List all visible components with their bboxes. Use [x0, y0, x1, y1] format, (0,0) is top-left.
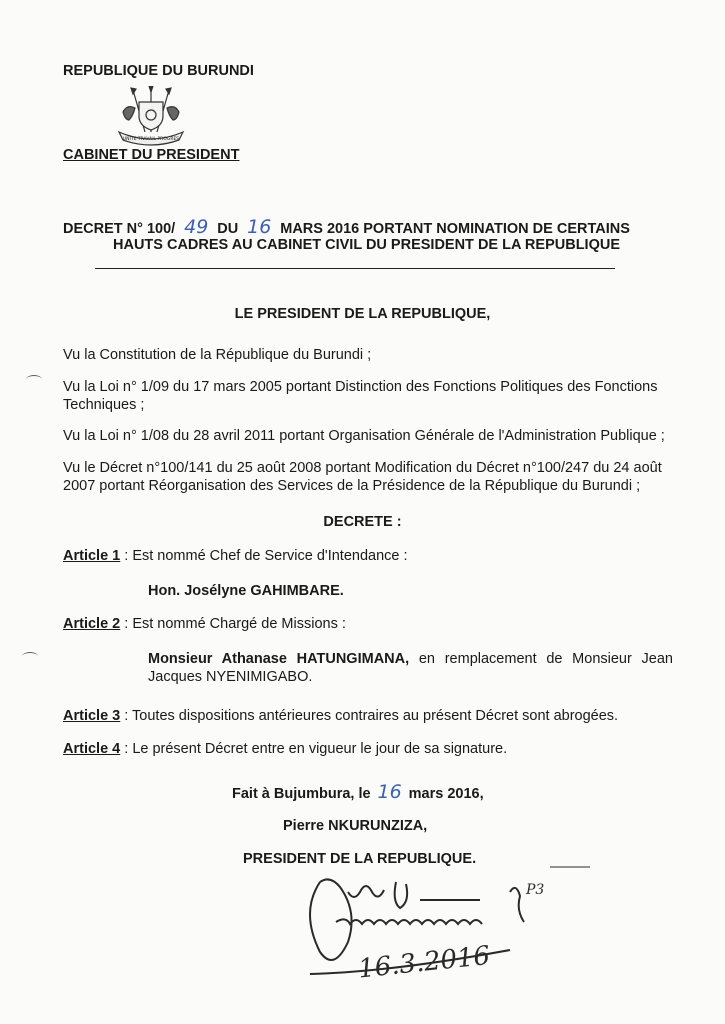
signatory-role: PRESIDENT DE LA REPUBLIQUE. — [243, 851, 477, 867]
fait-day-handwritten: 16 — [377, 781, 402, 803]
svg-text:UNITE TRAVAIL PROGRES: UNITE TRAVAIL PROGRES — [122, 137, 180, 142]
article-label: Article 1 — [63, 548, 121, 564]
president-heading: LE PRESIDENT DE LA REPUBLIQUE, — [234, 306, 491, 322]
signature-mark: P3 — [526, 882, 545, 898]
signature-date-handwritten: 16.3.2016 — [356, 940, 492, 985]
article-2-nominee-rest: en remplacement de Monsieur Jean Jacques NYENIMIGABO. — [148, 651, 673, 685]
vu-decret-2008: Vu le Décret n°100/141 du 25 août 2008 portant Modification du Décret n°100/247 du 24 août 2007 portant Réorganisation des Services de la Présidence de la République du Burundi ; — [63, 460, 662, 494]
cabinet-heading: CABINET DU PRESIDENT — [63, 147, 240, 163]
decree-du: DU — [217, 221, 239, 237]
article-text: : Toutes dispositions antérieures contraires au présent Décret sont abrogées. — [120, 708, 619, 724]
article-1 — [63, 547, 408, 565]
vu-constitution: Vu la Constitution de la République du Burundi ; — [63, 347, 372, 363]
republic-heading: REPUBLIQUE DU BURUNDI — [63, 63, 254, 79]
article-label: Article 2 — [63, 616, 121, 632]
decree-title-line2: HAUTS CADRES AU CABINET CIVIL DU PRESIDENT DE LA REPUBLIQUE — [113, 237, 620, 253]
article-1-nominee: Hon. Josélyne GAHIMBARE. — [148, 583, 344, 599]
margin-mark — [22, 652, 38, 661]
fait-prefix: Fait à Bujumbura, le — [232, 786, 371, 802]
article-2 — [63, 615, 346, 633]
article-text: : Est nommé Chargé de Missions : — [120, 616, 346, 632]
article-2-nominee — [148, 650, 673, 686]
article-3 — [63, 707, 618, 725]
signatory-name: Pierre NKURUNZIZA, — [283, 818, 428, 834]
article-text: : Le présent Décret entre en vigueur le jour de sa signature. — [120, 741, 508, 757]
decree-title-line1 — [63, 218, 630, 238]
title-divider — [95, 268, 615, 269]
decrete-heading: DECRETE : — [323, 514, 402, 530]
signature-image — [300, 862, 590, 1002]
margin-mark — [26, 375, 42, 384]
article-label: Article 4 — [63, 741, 121, 757]
decree-day-handwritten: 16 — [247, 216, 272, 238]
article-label: Article 3 — [63, 708, 121, 724]
article-2-nominee-name: Monsieur Athanase HATUNGIMANA, — [148, 651, 410, 667]
decree-title-rest: MARS 2016 PORTANT NOMINATION DE CERTAINS — [280, 221, 630, 237]
vu-loi-2011: Vu la Loi n° 1/08 du 28 avril 2011 portant Organisation Générale de l'Administration Publique ; — [63, 428, 665, 444]
article-text: : Est nommé Chef de Service d'Intendance : — [120, 548, 408, 564]
decree-number-handwritten: 49 — [184, 216, 209, 238]
vu-loi-2005: Vu la Loi n° 1/09 du 17 mars 2005 portant Distinction des Fonctions Politiques des Fonctions Techniques ; — [63, 379, 658, 413]
fait-a-line — [232, 783, 484, 803]
coat-of-arms-icon — [113, 86, 189, 148]
article-4 — [63, 740, 507, 758]
decree-prefix: DECRET N° 100/ — [63, 221, 176, 237]
fait-suffix: mars 2016, — [408, 786, 484, 802]
